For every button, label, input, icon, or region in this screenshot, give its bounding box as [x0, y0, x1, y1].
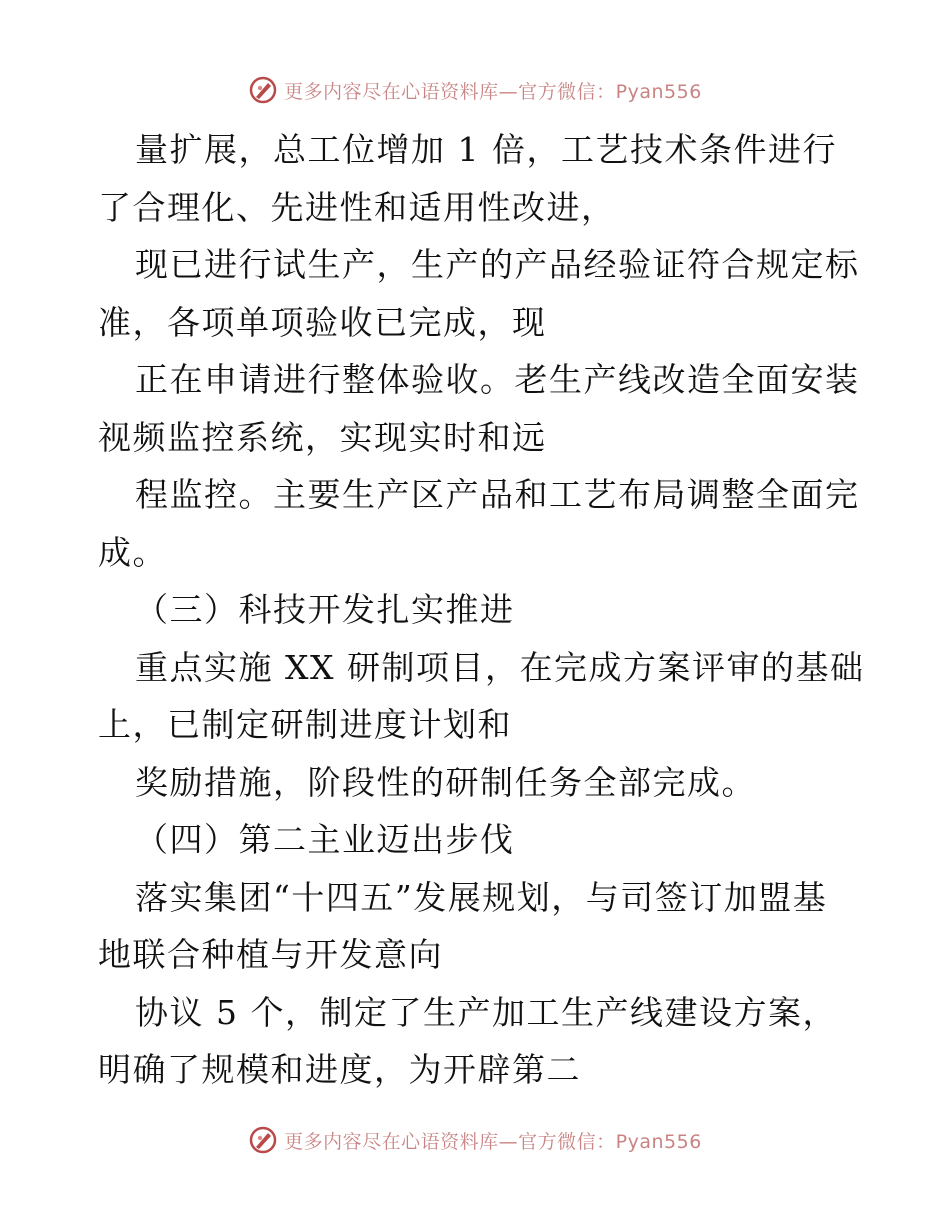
footer-banner-text: 更多内容尽在心语资料库—官方微信：Pyan556: [284, 1130, 702, 1153]
footer-banner: [0, 1120, 950, 1160]
text-line: 明确了规模和进度，为开辟第二: [98, 1050, 581, 1089]
text-line: 量扩展，总工位增加 1 倍，工艺技术条件进行: [135, 130, 837, 169]
header-banner: [0, 70, 950, 110]
text-line: （四）第二主业迈出步伐: [135, 820, 515, 859]
text-line: 程监控。主要生产区产品和工艺布局调整全面完: [135, 475, 860, 514]
brand-logo-icon: [248, 1125, 278, 1155]
text-line: 奖励措施，阶段性的研制任务全部完成。: [135, 762, 756, 802]
text-line: 正在申请进行整体验收。老生产线改造全面安装: [135, 360, 860, 399]
header-banner-text: 更多内容尽在心语资料库—官方微信：Pyan556: [284, 80, 702, 103]
text-line: 视频监控系统，实现实时和远: [98, 417, 547, 457]
text-line: 准，各项单项验收已完成，现: [98, 302, 547, 342]
document-body: [98, 121, 865, 1099]
text-line: 地联合种植与开发意向: [98, 935, 443, 974]
text-line: （三）科技开发扎实推进: [135, 590, 515, 629]
text-line: 了合理化、先进性和适用性改进，: [98, 187, 616, 227]
text-line: 上，已制定研制进度计划和: [98, 705, 512, 744]
text-line: 落实集团“十四五”发展规划，与司签订加盟基: [135, 877, 828, 917]
text-line: 协议 5 个，制定了生产加工生产线建设方案，: [135, 992, 837, 1032]
text-line: 现已进行试生产，生产的产品经验证符合规定标: [135, 245, 860, 284]
brand-logo-icon: [248, 75, 278, 105]
text-line: 成。: [98, 532, 167, 572]
text-line: 重点实施 XX 研制项目，在完成方案评审的基础: [135, 647, 865, 687]
